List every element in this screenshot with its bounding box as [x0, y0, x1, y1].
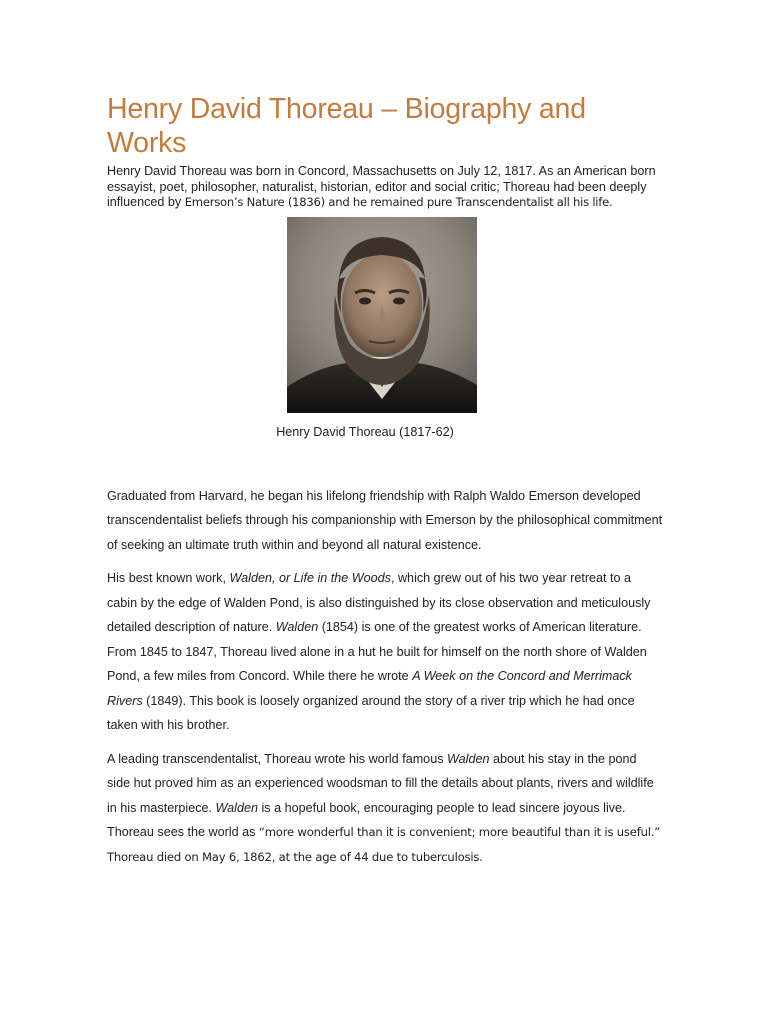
paragraph	[107, 566, 663, 738]
intro-paragraph	[107, 164, 663, 211]
text-run: (1849). This book is loosely organized around the story of a river trip which he had once taken with his brother.	[107, 693, 635, 732]
paragraph	[107, 747, 663, 870]
book-title: A Week on the Concord and Merrimack Rivers	[107, 669, 632, 708]
text-run: (1854) is one of the greatest works of American literature. From 1845 to 1847, Thoreau lived alone in a hut he built for himself on the north shore of Walden Pond, a few miles from Concord. While there he wrote	[107, 620, 647, 683]
intro-text: Henry David Thoreau was born in Concord, Massachusetts on July 12, 1817. As an American born essayist, poet, philosopher, naturalist, historian, editor and social critic; Thoreau had been deeply influenced by	[107, 164, 656, 209]
text-run: about his stay in the pond side hut proved him as an experienced woodsman to fill the details about plants, rivers and wildlife in his masterpiece.	[107, 751, 654, 815]
document-page	[107, 92, 663, 878]
text-run: A leading transcendentalist, Thoreau wrote his world famous	[107, 751, 447, 766]
text-run: is a hopeful book, encouraging people to lead sincere joyous live. Thoreau sees the world as	[107, 800, 626, 839]
book-title: Walden	[447, 751, 490, 766]
book-title: Walden	[275, 620, 319, 634]
quote-text: “more wonderful than it is convenient; more beautiful than it is useful.” Thoreau died on May 6, 1862, at the age of 44 due to tuberculosis.	[107, 825, 661, 864]
page-title: Henry David Thoreau – Biography and Works	[107, 93, 586, 159]
book-title: Walden, or Life in the Woods	[229, 571, 391, 585]
book-title: Walden	[215, 800, 258, 815]
paragraph: Graduated from Harvard, he began his lifelong friendship with Ralph Waldo Emerson developed transcendentalist beliefs through his companionship with Emerson by the philosophical commitment of seeking an ultimate truth within and beyond all natural existence.	[107, 488, 663, 552]
intro-text-alt: Emerson’s Nature (1836) and he remained pure Transcendentalist all his life.	[184, 195, 613, 209]
article-body	[107, 484, 663, 870]
text-run: His best known work,	[107, 571, 230, 585]
portrait-figure	[107, 217, 663, 440]
portrait-photo-icon	[287, 217, 477, 413]
text-run: , which grew out of his two year retreat to a cabin by the edge of Walden Pond, is also distinguished by its close observation and meticulously detailed description of nature.	[107, 571, 651, 634]
figure-caption: Henry David Thoreau (1817-62)	[276, 424, 454, 439]
